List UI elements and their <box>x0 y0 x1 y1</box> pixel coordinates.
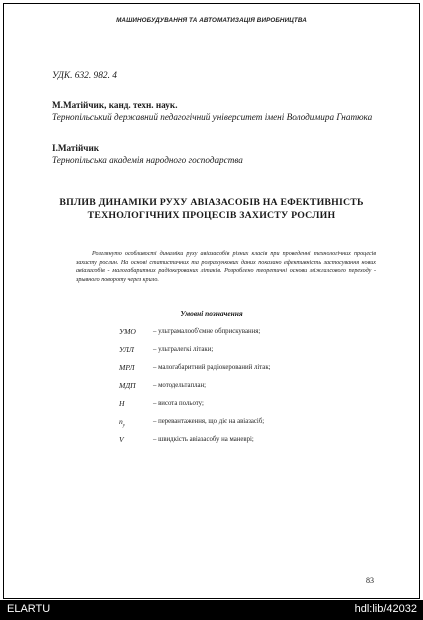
udk-code: УДК. 632. 982. 4 <box>52 71 117 81</box>
notation-description: – висота польоту; <box>153 400 204 407</box>
author-affiliation-2: Тернопільська академія народного господарства <box>52 155 243 165</box>
notation-item <box>119 345 359 363</box>
notation-item <box>119 327 359 345</box>
notation-description: – малогабаритний радіокерований літак; <box>153 364 271 371</box>
notation-symbol: H <box>119 399 125 408</box>
author-name-1: М.Матійчик, канд. техн. наук. <box>52 100 178 110</box>
author-block-2 <box>52 143 382 166</box>
notation-description: – ультрамалооб'ємне обприскування; <box>153 328 261 335</box>
repository-footer <box>0 600 423 620</box>
notation-symbol: V <box>119 435 124 444</box>
notation-symbol: УЛЛ <box>119 345 134 354</box>
notation-symbol: МДП <box>119 381 136 390</box>
notation-description: – мотодельтаплан; <box>153 382 207 389</box>
notation-description: – перевантаження, що діє на авіазасіб; <box>153 418 265 425</box>
notation-item <box>119 417 359 435</box>
notation-description: – швидкість авіазасобу на маневрі; <box>153 436 254 443</box>
notation-symbol: $n_y$ <box>119 417 126 429</box>
page-frame <box>3 3 420 599</box>
notation-description: – ультралегкі літаки; <box>153 346 214 353</box>
author-affiliation-1: Тернопільський державний педагогічний університет імені Володимира Гнатюка <box>52 112 373 122</box>
notation-symbol: МРЛ <box>119 363 135 372</box>
repository-name: ELARTU <box>7 603 51 615</box>
notation-item <box>119 435 359 453</box>
abstract: Розглянуто особливості динаміки руху авіазасобів різних класів при проведенні технологічних процесів захисту рослин. На основі статистичних та розрахункових даних показано ефективність застосування нових авіазасобів - малогабаритних радіокерованих літаків. Розроблено теоретичні основи міжгалсового переходу - зрывного повороту через крило. <box>76 251 376 283</box>
notation-list <box>119 327 359 453</box>
paper-title <box>4 197 419 222</box>
handle-identifier: hdl:lib/42032 <box>354 603 417 615</box>
page-number: 83 <box>366 576 374 585</box>
notation-item <box>119 363 359 381</box>
notation-heading: Умовні позначення <box>180 309 243 318</box>
author-name-2: І.Матійчик <box>52 143 100 153</box>
notation-item <box>119 399 359 417</box>
paper-title-line-1: ВПЛИВ ДИНАМІКИ РУХУ АВІАЗАСОБІВ НА ЕФЕКТИВНІСТЬ <box>59 197 364 208</box>
notation-symbol: УМО <box>119 327 136 336</box>
running-head: МАШИНОБУДУВАННЯ ТА АВТОМАТИЗАЦІЯ ВИРОБНИЦТВА <box>116 17 307 24</box>
notation-item <box>119 381 359 399</box>
author-block-1 <box>52 100 382 123</box>
paper-title-line-2: ТЕХНОЛОГІЧНИХ ПРОЦЕСІВ ЗАХИСТУ РОСЛИН <box>87 209 336 221</box>
